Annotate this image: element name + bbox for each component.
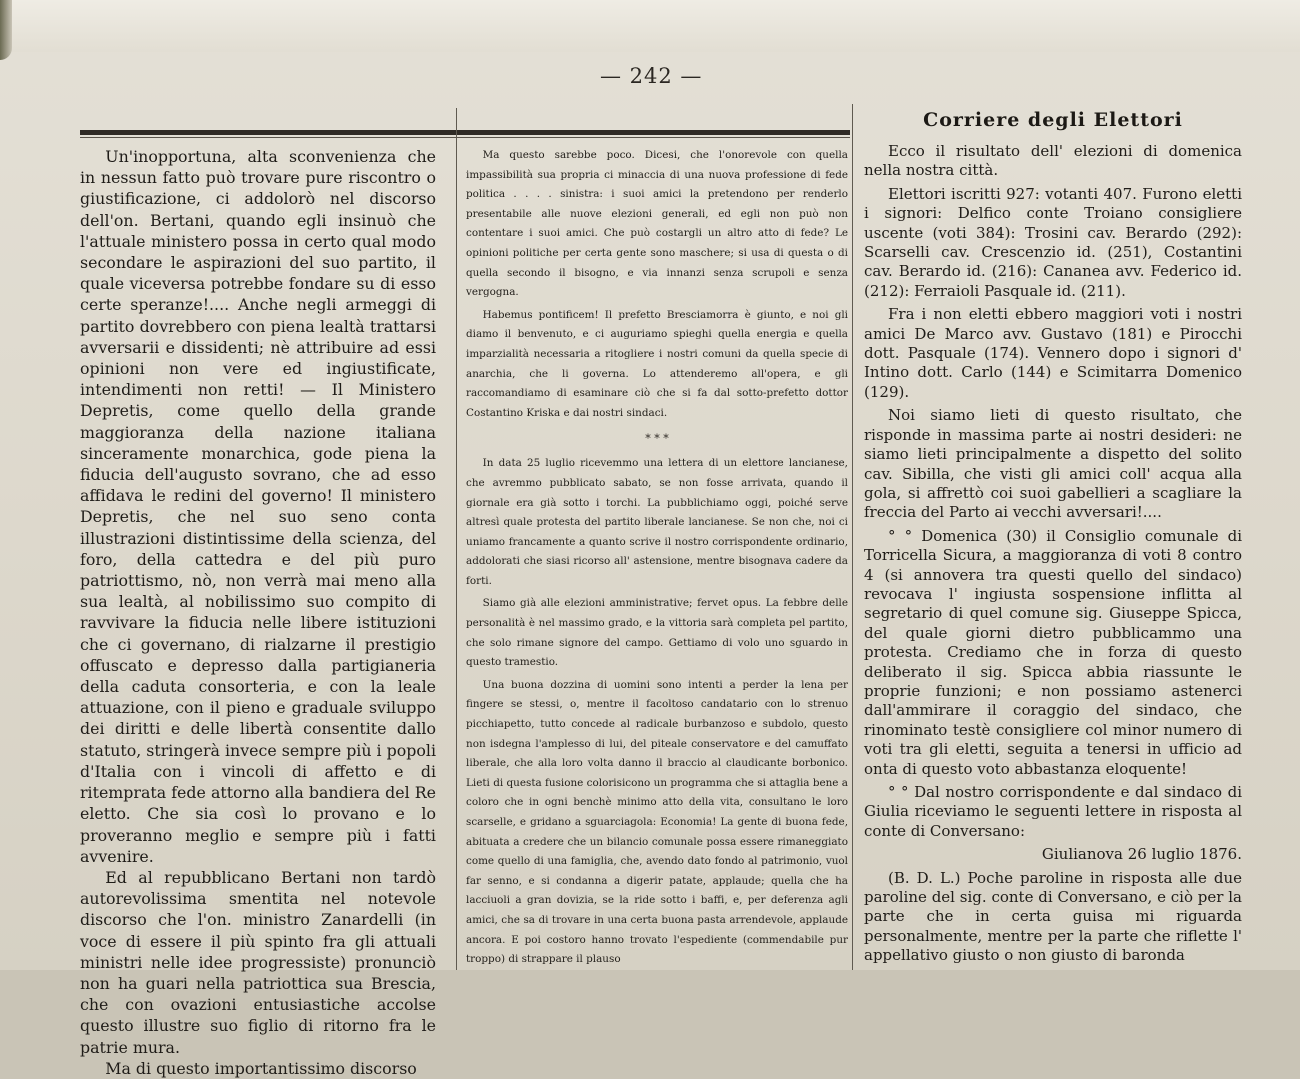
article-column-3 <box>864 104 1242 970</box>
paragraph: ° ° Dal nostro corrispondente e dal sindaco di Giulia riceviamo le seguenti lettere in risposta al conte di Conversano: <box>864 783 1242 840</box>
paragraph: Una buona dozzina di uomini sono intenti a perder la lena per fingere se stessi, o, mentre il facoltoso candatario con lo strenuo picchiapetto, tutto concede al radicale burbanzoso e subdolo, questo non isdegna l'amplesso di lui, del piteale conservatore e del camuffato liberale, che alla loro volta danno il braccio al claudicante borbonico. Lieti di questa fusione colorisicono un programma che si attaglia bene a coloro che in ogni benchè minimo atto della vita, consultano le loro scarselle, e gridano a sguarciagola: Economia! La gente di buona fede, abituata a credere che un bilancio comunale possa essere rimaneggiato come quello di una famiglia, che, avendo dato fondo al patrimonio, vuol far senno, e si condanna a digerir patate, applaude; quella che ha lacciuoli a gran dovizia, se la ride sotto i baffi, e, per deferenza agli amici, che sa di trovare in una certa buona pasta arrendevole, applaude ancora. E poi costoro hanno trovato l'espediente (commendabile pur troppo) di strappare il plauso <box>466 678 848 966</box>
paragraph: Elettori iscritti 927: votanti 407. Furono eletti i signori: Delfico conte Troiano consigliere uscente (voti 384): Trosini cav. Berardo (292): Scarselli cav. Crescenzio id. (251), Costantini cav. Berardo id. (216): Cananea avv. Federico id. (212): Ferraioli Pasquale id. (211). <box>864 184 1242 300</box>
paragraph: Un'inopportuna, alta sconvenienza che in nessun fatto può trovare pure riscontro o giustificazione, ci addolorò nel discorso dell'on. Bertani, quando egli insinuò che l'attuale ministero possa in certo qual modo secondare le aspirazioni del suo partito, il quale viceversa potrebbe fondare su di esso certe speranze!.... Anche negli armeggi di partito dovrebbero con piena lealtà trattarsi avversarii e dissidenti; nè attribuire ad essi opinioni non vere ed ingiustificate, intendimenti non retti! — Il Ministero Depretis, come quello della grande maggioranza della nazione italiana sinceramente monarchica, gode piena la fiducia dell'augusto sovrano, che ad esso affidava le redini del governo! Il ministero Depretis, che nel suo seno conta illustrazioni distintissime della scienza, del foro, della cattedra e del più puro patriottismo, nò, non verrà mai meno alla sua lealtà, al nobilissimo suo compito di ravvivare la fiducia nelle libere istituzioni che ci governano, di rialzarne il prestigio offuscato e depresso dalla partigianeria della caduta consorteria, e con la leale attuazione, con il pieno e graduale sviluppo dei diritti e delle libertà consentite dallo statuto, stringerà invece sempre più i popoli d'Italia con i vincoli di affetto e di ritemprata fede attorno alla bandiera del Re eletto. Che sia così lo provano e lo proveranno meglio e sempre più i fatti avvenire. <box>80 147 436 866</box>
paragraph: Ma di questo importantissimo discorso <box>105 1058 417 1078</box>
page-number: — 242 — <box>600 64 703 88</box>
column-divider-right <box>852 104 853 970</box>
paragraph: In data 25 luglio ricevemmo una lettera di un elettore lancianese, che avremmo pubblicato sabato, se non fosse arrivata, quando il giornale era già sotto i torchi. La pubblichiamo oggi, poiché serve altresì quale protesta del partito liberale lancianese. Se non che, noi ci uniamo francamente a quanto scrive il nostro corrispondente ordinario, addolorati che siasi ricorso all' astensione, mentre bisognava cadere da forti. <box>466 457 848 587</box>
paragraph: Ma questo sarebbe poco. Dicesi, che l'onorevole con quella impassibilità sua propria ci minaccia di una nuova professione di fede politica . . . . sinistra: i suoi amici la pretendono per renderlo presentabile alle nuove elezioni generali, ed egli non può non contentare i suoi amici. Che può costargli un altro atto di fede? Le opinioni politiche per certa gente sono maschere; si usa di questa o di quella secondo il bisogno, e via innanzi senza scrupoli e senza vergogna. <box>466 149 848 299</box>
section-asterism: * * * <box>645 432 669 446</box>
page-top-margin <box>0 0 1300 52</box>
paragraph: Ed al repubblicano Bertani non tardò autorevolissima smentita nel notevole discorso che l'on. ministro Zanardelli (in voce di essere il più spinto fra gli attuali ministri nelle idee progressiste) pronunciò non ha guari nella patriottica sua Brescia, che con ovazioni entusiastiche accolse questo illustre suo figlio di ritorno fra le patrie mura. <box>80 867 436 1057</box>
paragraph: Noi siamo lieti di questo risultato, che risponde in massima parte ai nostri desideri: ne siamo lieti principalmente a dispetto del solito cav. Sibilla, che visti gli amici coll' acqua alla gola, si affrettò coi suoi gabellieri a scagliare la freccia del Parto ai vecchi avversari!.... <box>864 406 1242 522</box>
article-column-2 <box>466 146 848 970</box>
article-column-1 <box>80 146 436 1078</box>
paragraph: Fra i non eletti ebbero maggiori voti i nostri amici De Marco avv. Gustavo (181) e Pirocchi dott. Pasquale (174). Vennero dopo i signori d' Intino dott. Carlo (144) e Scimitarra Domenico (129). <box>864 305 1242 401</box>
column-header-thin-rule <box>80 137 850 138</box>
column-header-rule <box>80 130 850 135</box>
section-title: Corriere degli Elettori <box>923 109 1183 131</box>
paragraph: Siamo già alle elezioni amministrative; fervet opus. La febbre delle personalità è nel massimo grado, e la vittoria sarà completa pel partito, che solo rimane signore del campo. Gettiamo di volo uno sguardo in questo tramestio. <box>466 597 848 669</box>
page-corner-shadow <box>0 0 12 60</box>
letter-dateline: Giulianova 26 luglio 1876. <box>1041 845 1242 864</box>
column-divider-left <box>456 108 457 970</box>
paragraph: ° ° Domenica (30) il Consiglio comunale di Torricella Sicura, a maggioranza di voti 8 contro 4 (si annovera tra questi quello del sindaco) revocava l' ingiusta sospensione inflitta al segretario di quel comune sig. Giuseppe Spicca, del quale giorni dietro pubblicammo una protesta. Crediamo che in forza di questo deliberato il sig. Spicca abbia riassunte le proprie funzioni; e non possiamo astenerci dall'ammirare il coraggio del sindaco, che rinominato testè consigliere col minor numero di voti tra gli eletti, seguita a tenersi in ufficio ad onta di questo voto abbastanza eloquente! <box>864 526 1242 778</box>
paragraph: (B. D. L.) Poche paroline in risposta alle due paroline del sig. conte di Conversano, e ciò per la parte che in certa guisa mi riguarda personalmente, mentre per la parte che riflette l' appellativo giusto o non giusto di baronda <box>864 868 1242 965</box>
paragraph: Ecco il risultato dell' elezioni di domenica nella nostra città. <box>864 142 1242 180</box>
paragraph: Habemus pontificem! Il prefetto Bresciamorra è giunto, e noi gli diamo il benvenuto, e ci auguriamo spieghi quella energia e quella imparzialità necessaria a ritogliere i nostri comuni da quella specie di anarchia, che li governa. Lo attenderemo all'opera, e gli raccomandiamo di esaminare ciò che si fa dal sotto-prefetto dottor Costantino Kriska e dai nostri sindaci. <box>466 308 848 419</box>
